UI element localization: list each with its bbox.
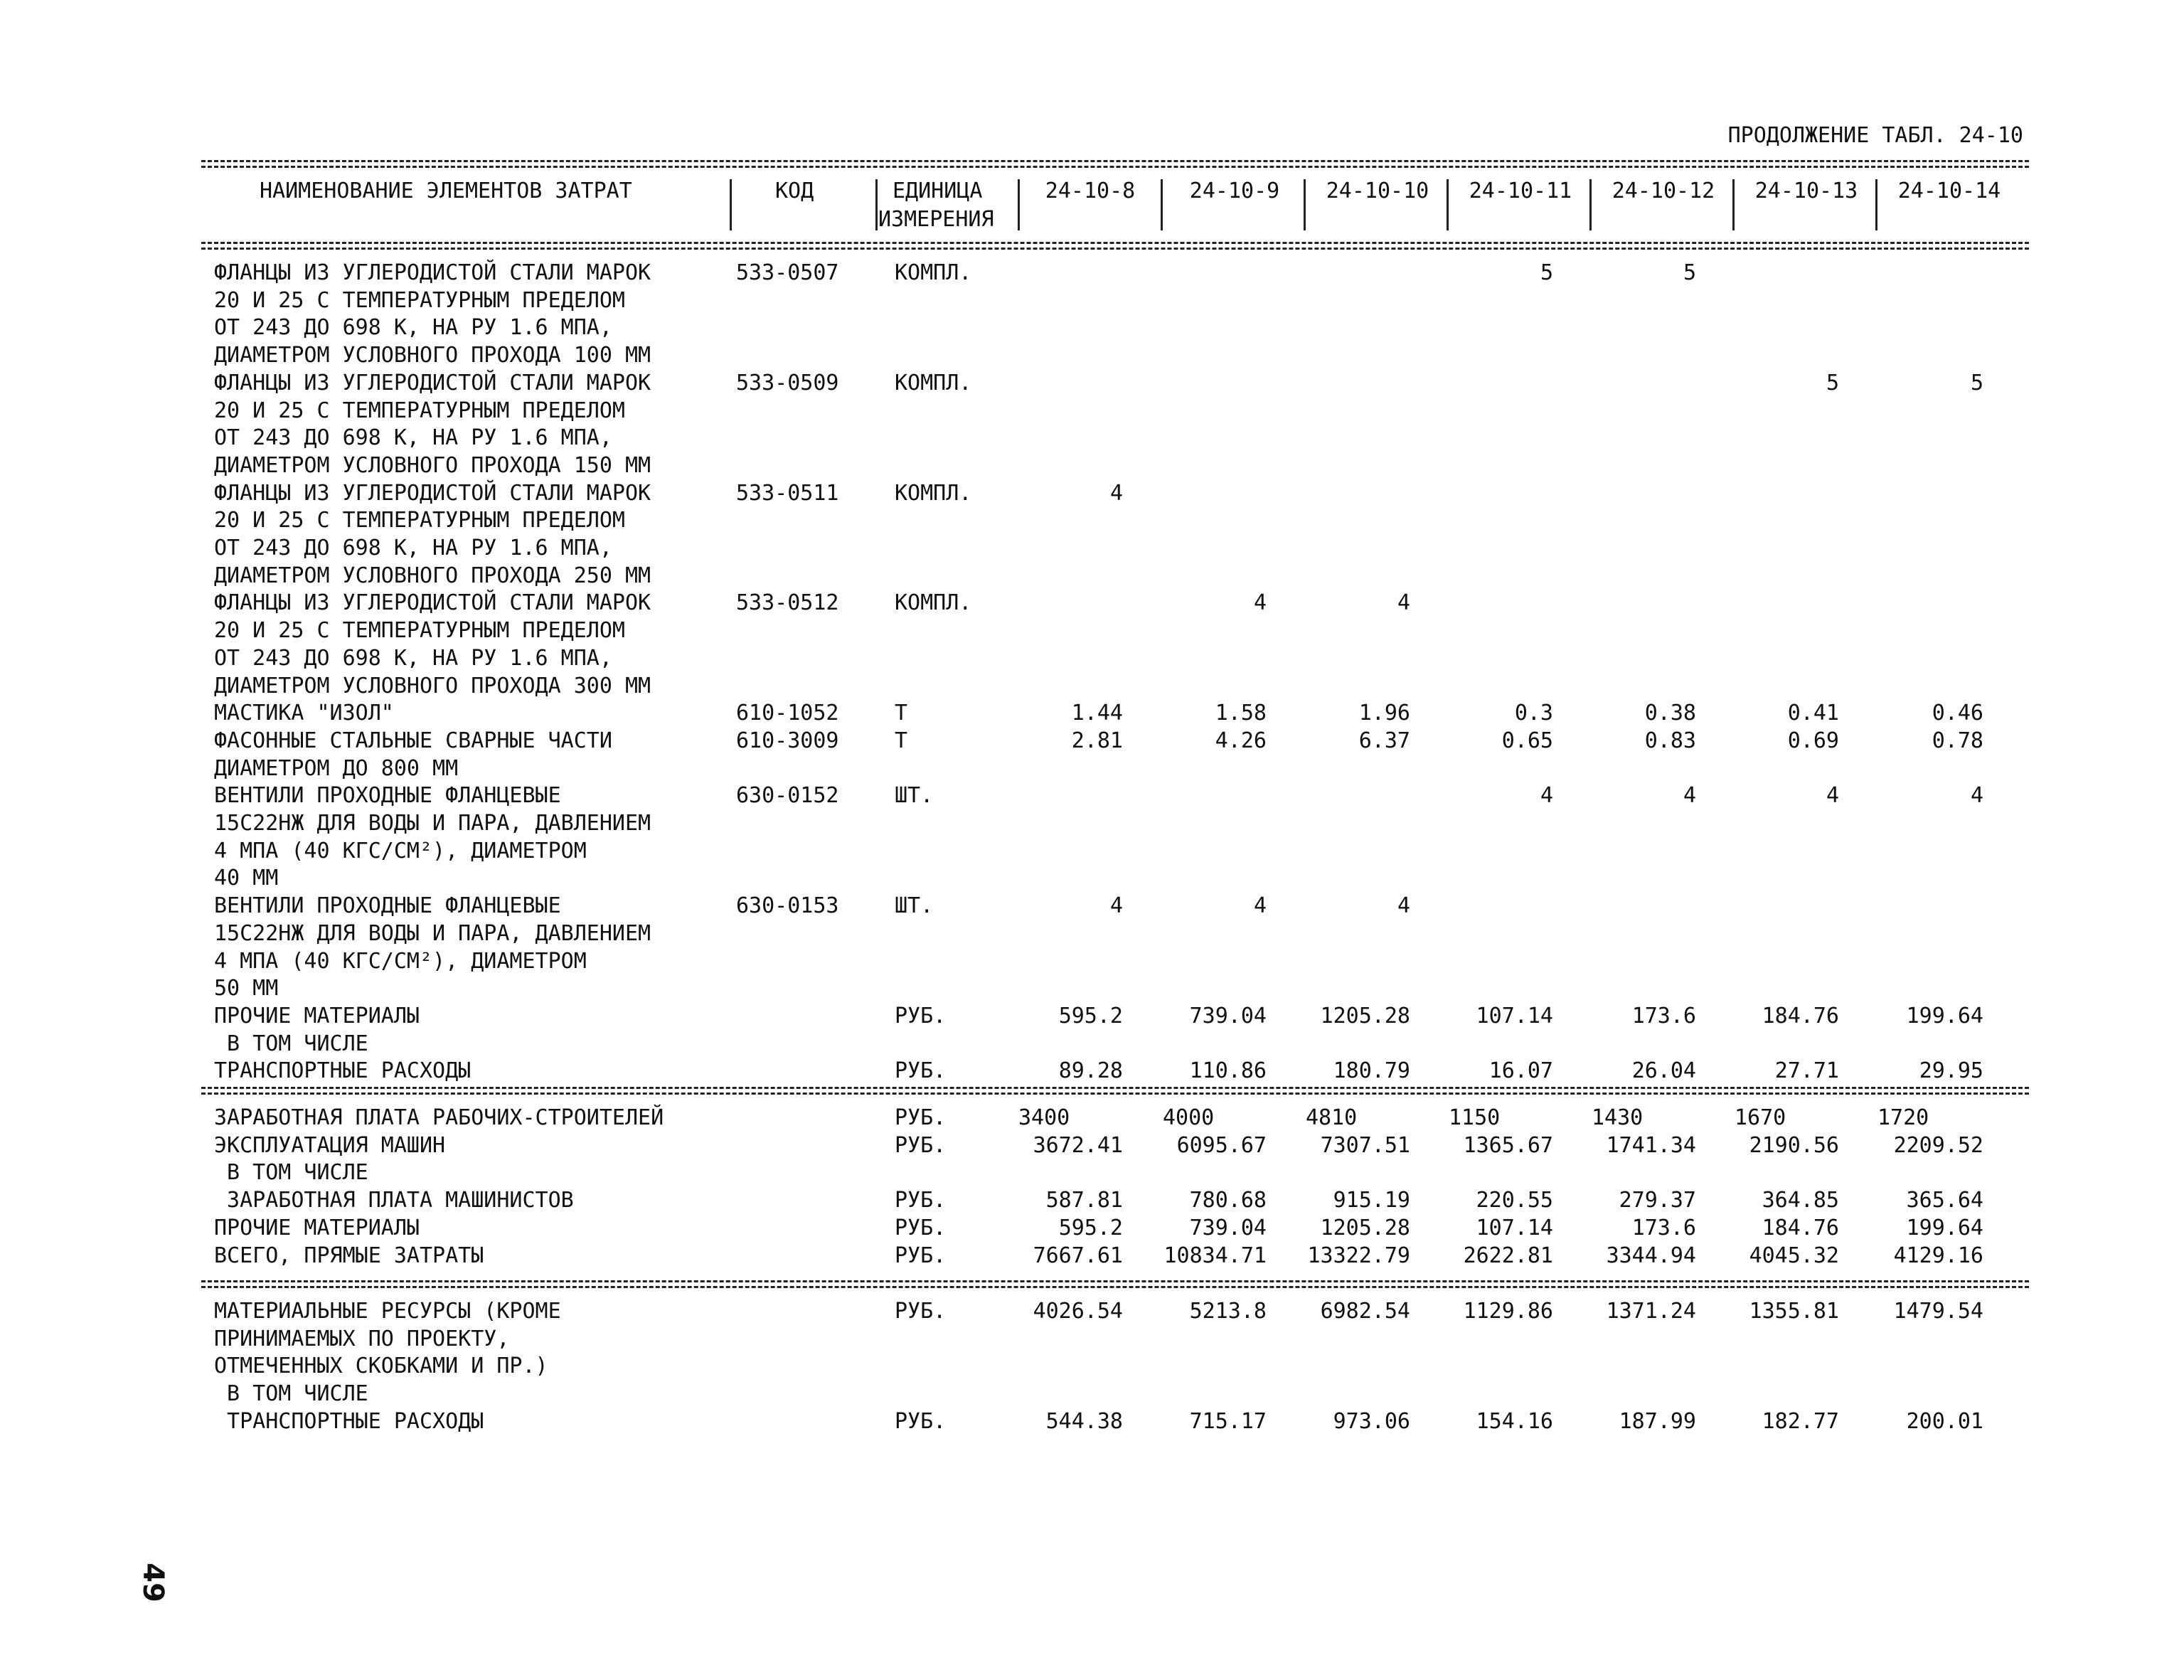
- item-name-line: 40 ММ: [214, 866, 279, 890]
- item-value: 2.81: [1071, 728, 1123, 753]
- item-unit: РУБ.: [895, 1409, 947, 1434]
- item-value: 0.41: [1787, 701, 1839, 725]
- section-rule: [201, 1087, 2029, 1089]
- item-unit: Т: [895, 701, 908, 725]
- header-divider: [875, 179, 878, 230]
- continuation-title: ПРОДОЛЖЕНИЕ ТАБЛ. 24-10: [1727, 123, 2023, 148]
- item-value: [1841, 893, 1983, 920]
- item-value: 0.38: [1644, 701, 1696, 725]
- item-value: 27.71: [1774, 1058, 1839, 1083]
- item-value: 200.01: [1906, 1409, 1983, 1434]
- item-value: [1841, 260, 1983, 287]
- item-value: 4: [1109, 481, 1123, 506]
- item-value: 13322.79: [1307, 1243, 1410, 1268]
- item-name-line: ОТ 243 ДО 698 К, НА РУ 1.6 МПА,: [214, 536, 612, 560]
- item-value: 4: [1826, 783, 1839, 808]
- item-name-line: ДИАМЕТРОМ УСЛОВНОГО ПРОХОДА 100 ММ: [214, 343, 651, 368]
- item-value: 10834.71: [1163, 1243, 1267, 1268]
- header-col-24-10-8: 24-10-8: [1045, 179, 1136, 203]
- item-value: 1365.67: [1463, 1133, 1553, 1158]
- header-name: НАИМЕНОВАНИЕ ЭЛЕМЕНТОВ ЗАТРАТ: [260, 179, 632, 203]
- item-name-line: 4 МПА (40 КГС/СМ²), ДИАМЕТРОМ: [214, 839, 587, 863]
- item-value: [981, 370, 1123, 397]
- item-value: 5: [1683, 260, 1696, 285]
- item-name-line: ДИАМЕТРОМ УСЛОВНОГО ПРОХОДА 300 ММ: [214, 674, 651, 698]
- header-col-24-10-12: 24-10-12: [1612, 179, 1715, 203]
- item-value: 6.37: [1358, 728, 1410, 753]
- section-rule: [201, 1280, 2029, 1282]
- item-value: [1697, 893, 1839, 920]
- item-value: [1124, 782, 1267, 809]
- item-value: 154.16: [1476, 1409, 1553, 1434]
- header-divider: [1304, 179, 1306, 230]
- item-unit: РУБ.: [895, 1188, 947, 1213]
- item-value: [981, 782, 1123, 809]
- item-value: 184.76: [1762, 1004, 1839, 1028]
- item-value: [1697, 480, 1839, 507]
- item-value: 187.99: [1619, 1409, 1696, 1434]
- item-value: 4810: [1306, 1105, 1358, 1130]
- header-col-24-10-11: 24-10-11: [1469, 179, 1572, 203]
- item-name-line: ПРОЧИЕ МАТЕРИАЛЫ: [214, 1216, 420, 1240]
- item-value: [1697, 260, 1839, 287]
- header-code: КОД: [775, 179, 814, 203]
- item-unit: РУБ.: [895, 1058, 947, 1083]
- item-value: 3672.41: [1033, 1133, 1123, 1158]
- item-name-line: ФЛАНЦЫ ИЗ УГЛЕРОДИСТОЙ СТАЛИ МАРОК: [214, 590, 651, 615]
- item-unit: ШТ.: [895, 783, 934, 808]
- item-name-line: 20 И 25 С ТЕМПЕРАТУРНЫМ ПРЕДЕЛОМ: [214, 288, 625, 313]
- item-value: [1841, 480, 1983, 507]
- item-value: 5: [1540, 260, 1553, 285]
- item-value: 4: [1397, 893, 1410, 918]
- item-value: 1150: [1449, 1105, 1501, 1130]
- item-value: 199.64: [1906, 1216, 1983, 1240]
- item-value: 4: [1970, 783, 1983, 808]
- item-value: [981, 590, 1123, 617]
- item-value: [1554, 893, 1696, 920]
- item-value: [981, 260, 1123, 287]
- item-name-line: 15С22НЖ ДЛЯ ВОДЫ И ПАРА, ДАВЛЕНИЕМ: [214, 921, 651, 946]
- item-name-line: ФЛАНЦЫ ИЗ УГЛЕРОДИСТОЙ СТАЛИ МАРОК: [214, 260, 651, 285]
- header-divider: [1732, 179, 1735, 230]
- item-name-line: В ТОМ ЧИСЛЕ: [214, 1160, 368, 1185]
- item-value: 739.04: [1189, 1216, 1267, 1240]
- header-bottom-rule: [201, 242, 2029, 244]
- item-value: [1411, 590, 1553, 617]
- item-name-line: ФЛАНЦЫ ИЗ УГЛЕРОДИСТОЙ СТАЛИ МАРОК: [214, 481, 651, 506]
- item-value: [1697, 590, 1839, 617]
- item-value: 26.04: [1631, 1058, 1696, 1083]
- item-value: [1841, 590, 1983, 617]
- item-value: 4026.54: [1033, 1299, 1123, 1324]
- item-value: [1411, 893, 1553, 920]
- item-name-line: ПРИНИМАЕМЫХ ПО ПРОЕКТУ,: [214, 1327, 510, 1351]
- item-value: [1411, 370, 1553, 397]
- item-code: 630-0152: [736, 783, 839, 808]
- item-name-line: МАТЕРИАЛЬНЫЕ РЕСУРСЫ (КРОМЕ: [214, 1299, 561, 1324]
- item-value: 595.2: [1058, 1004, 1123, 1028]
- header-col-24-10-14: 24-10-14: [1897, 179, 2001, 203]
- item-unit: КОМПЛ.: [895, 590, 972, 615]
- item-value: 595.2: [1058, 1216, 1123, 1240]
- item-value: 4.26: [1215, 728, 1267, 753]
- item-value: [1268, 370, 1410, 397]
- header-divider: [1589, 179, 1592, 230]
- item-value: [1554, 480, 1696, 507]
- item-name-line: ФАСОННЫЕ СТАЛЬНЫЕ СВАРНЫЕ ЧАСТИ: [214, 728, 612, 753]
- item-value: 220.55: [1476, 1188, 1553, 1213]
- item-name-line: ТРАНСПОРТНЫЕ РАСХОДЫ: [214, 1058, 472, 1083]
- item-value: 89.28: [1058, 1058, 1123, 1083]
- item-value: [1411, 480, 1553, 507]
- item-unit: КОМПЛ.: [895, 371, 972, 395]
- header-divider: [1875, 179, 1877, 230]
- item-name-line: ЭКСПЛУАТАЦИЯ МАШИН: [214, 1133, 446, 1158]
- item-value: 4: [1397, 590, 1410, 615]
- item-value: 1371.24: [1606, 1299, 1696, 1324]
- item-value: 3400: [1018, 1105, 1070, 1130]
- item-value: 110.86: [1189, 1058, 1267, 1083]
- item-name-line: ВЕНТИЛИ ПРОХОДНЫЕ ФЛАНЦЕВЫЕ: [214, 783, 561, 808]
- item-value: 3344.94: [1606, 1243, 1696, 1268]
- item-value: 915.19: [1333, 1188, 1410, 1213]
- item-value: 173.6: [1631, 1004, 1696, 1028]
- item-value: 1129.86: [1463, 1299, 1553, 1324]
- item-unit: РУБ.: [895, 1004, 947, 1028]
- item-name-line: ВСЕГО, ПРЯМЫЕ ЗАТРАТЫ: [214, 1243, 484, 1268]
- item-name-line: ТРАНСПОРТНЫЕ РАСХОДЫ: [214, 1409, 484, 1434]
- item-value: 4: [1253, 590, 1267, 615]
- item-value: 973.06: [1333, 1409, 1410, 1434]
- item-value: 365.64: [1906, 1188, 1983, 1213]
- item-name-line: ВЕНТИЛИ ПРОХОДНЫЕ ФЛАНЦЕВЫЕ: [214, 893, 561, 918]
- item-name-line: МАСТИКА "ИЗОЛ": [214, 701, 394, 725]
- item-value: 4: [1683, 783, 1696, 808]
- header-divider: [730, 179, 732, 230]
- item-value: 199.64: [1906, 1004, 1983, 1028]
- item-name-line: ЗАРАБОТНАЯ ПЛАТА МАШИНИСТОВ: [214, 1188, 574, 1213]
- item-value: [1554, 370, 1696, 397]
- item-value: 4129.16: [1893, 1243, 1983, 1268]
- item-value: 279.37: [1619, 1188, 1696, 1213]
- item-value: 587.81: [1045, 1188, 1123, 1213]
- item-name-line: ОТ 243 ДО 698 К, НА РУ 1.6 МПА,: [214, 315, 612, 340]
- header-divider: [1447, 179, 1449, 230]
- page-number: 49: [137, 1563, 169, 1602]
- item-value: 1.44: [1071, 701, 1123, 725]
- item-code: 533-0512: [736, 590, 839, 615]
- item-value: 364.85: [1762, 1188, 1839, 1213]
- item-name-line: ПРОЧИЕ МАТЕРИАЛЫ: [214, 1004, 420, 1028]
- item-value: [1268, 260, 1410, 287]
- section-rule-2: [201, 1286, 2029, 1288]
- item-name-line: ОТМЕЧЕННЫХ СКОБКАМИ И ПР.): [214, 1354, 548, 1378]
- item-value: 780.68: [1189, 1188, 1267, 1213]
- header-divider: [1161, 179, 1163, 230]
- item-unit: КОМПЛ.: [895, 481, 972, 506]
- item-value: 4: [1253, 893, 1267, 918]
- item-unit: РУБ.: [895, 1105, 947, 1130]
- item-code: 630-0153: [736, 893, 839, 918]
- item-value: 180.79: [1333, 1058, 1410, 1083]
- item-name-line: 15С22НЖ ДЛЯ ВОДЫ И ПАРА, ДАВЛЕНИЕМ: [214, 811, 651, 836]
- item-value: [1268, 480, 1410, 507]
- item-value: 544.38: [1045, 1409, 1123, 1434]
- item-value: 6095.67: [1176, 1133, 1267, 1158]
- item-name-line: ОТ 243 ДО 698 К, НА РУ 1.6 МПА,: [214, 425, 612, 450]
- item-value: 5213.8: [1189, 1299, 1267, 1324]
- item-unit: РУБ.: [895, 1216, 947, 1240]
- item-value: 0.83: [1644, 728, 1696, 753]
- header-top-rule: [201, 160, 2029, 162]
- item-name-line: 20 И 25 С ТЕМПЕРАТУРНЫМ ПРЕДЕЛОМ: [214, 508, 625, 533]
- item-unit: РУБ.: [895, 1243, 947, 1268]
- item-value: 184.76: [1762, 1216, 1839, 1240]
- item-value: [1124, 370, 1267, 397]
- item-name-line: ЗАРАБОТНАЯ ПЛАТА РАБОЧИХ-СТРОИТЕЛЕЙ: [214, 1105, 664, 1130]
- item-value: 0.46: [1932, 701, 1983, 725]
- header-col-24-10-9: 24-10-9: [1189, 179, 1280, 203]
- header-top-rule-2: [201, 166, 2029, 168]
- item-value: 5: [1826, 371, 1839, 395]
- item-value: 0.78: [1932, 728, 1983, 753]
- item-name-line: 50 ММ: [214, 976, 279, 1001]
- item-value: [1124, 480, 1267, 507]
- item-value: 1205.28: [1320, 1004, 1410, 1028]
- item-value: 6982.54: [1320, 1299, 1410, 1324]
- item-code: 533-0511: [736, 481, 839, 506]
- item-value: 1430: [1592, 1105, 1644, 1130]
- item-name-line: В ТОМ ЧИСЛЕ: [214, 1381, 368, 1406]
- header-col-24-10-10: 24-10-10: [1326, 179, 1429, 203]
- item-unit: КОМПЛ.: [895, 260, 972, 285]
- item-value: 16.07: [1488, 1058, 1553, 1083]
- item-value: 0.69: [1787, 728, 1839, 753]
- item-name-line: 4 МПА (40 КГС/СМ²), ДИАМЕТРОМ: [214, 949, 587, 974]
- header-unit-line1: ЕДИНИЦА: [893, 179, 983, 203]
- item-value: 173.6: [1631, 1216, 1696, 1240]
- item-unit: РУБ.: [895, 1299, 947, 1324]
- item-name-line: 20 И 25 С ТЕМПЕРАТУРНЫМ ПРЕДЕЛОМ: [214, 398, 625, 423]
- item-value: 107.14: [1476, 1004, 1553, 1028]
- item-value: 1741.34: [1606, 1133, 1696, 1158]
- section-rule-2: [201, 1092, 2029, 1095]
- item-value: 4000: [1163, 1105, 1215, 1130]
- item-value: 2622.81: [1463, 1243, 1553, 1268]
- item-value: 1720: [1877, 1105, 1929, 1130]
- item-value: 1355.81: [1749, 1299, 1839, 1324]
- item-code: 610-3009: [736, 728, 839, 753]
- item-value: 0.65: [1501, 728, 1553, 753]
- item-value: [1554, 590, 1696, 617]
- item-value: 5: [1970, 371, 1983, 395]
- item-value: [1268, 782, 1410, 809]
- item-value: 4: [1109, 893, 1123, 918]
- item-value: 107.14: [1476, 1216, 1553, 1240]
- item-name-line: ДИАМЕТРОМ УСЛОВНОГО ПРОХОДА 250 ММ: [214, 563, 651, 588]
- item-unit: РУБ.: [895, 1133, 947, 1158]
- header-divider: [1018, 179, 1020, 230]
- item-value: [1124, 260, 1267, 287]
- item-value: 715.17: [1189, 1409, 1267, 1434]
- item-value: 4: [1540, 783, 1553, 808]
- header-bottom-rule-2: [201, 248, 2029, 250]
- item-value: 7667.61: [1033, 1243, 1123, 1268]
- item-unit: ШТ.: [895, 893, 934, 918]
- item-value: 29.95: [1919, 1058, 1983, 1083]
- item-name-line: В ТОМ ЧИСЛЕ: [214, 1031, 368, 1056]
- item-value: 1.96: [1358, 701, 1410, 725]
- item-name-line: ДИАМЕТРОМ ДО 800 ММ: [214, 756, 459, 781]
- item-value: 4045.32: [1749, 1243, 1839, 1268]
- item-value: 1.58: [1215, 701, 1267, 725]
- item-value: 1479.54: [1893, 1299, 1983, 1324]
- item-name-line: ДИАМЕТРОМ УСЛОВНОГО ПРОХОДА 150 ММ: [214, 453, 651, 478]
- item-name-line: ФЛАНЦЫ ИЗ УГЛЕРОДИСТОЙ СТАЛИ МАРОК: [214, 371, 651, 395]
- item-code: 610-1052: [736, 701, 839, 725]
- item-code: 533-0507: [736, 260, 839, 285]
- item-value: 182.77: [1762, 1409, 1839, 1434]
- item-value: 1670: [1735, 1105, 1786, 1130]
- item-name-line: 20 И 25 С ТЕМПЕРАТУРНЫМ ПРЕДЕЛОМ: [214, 618, 625, 643]
- item-value: 1205.28: [1320, 1216, 1410, 1240]
- item-unit: Т: [895, 728, 908, 753]
- header-col-24-10-13: 24-10-13: [1754, 179, 1858, 203]
- header-unit-line2: ИЗМЕРЕНИЯ: [878, 207, 994, 232]
- item-value: 2190.56: [1749, 1133, 1839, 1158]
- item-code: 533-0509: [736, 371, 839, 395]
- item-value: 2209.52: [1893, 1133, 1983, 1158]
- item-name-line: ОТ 243 ДО 698 К, НА РУ 1.6 МПА,: [214, 646, 612, 671]
- item-value: 0.3: [1514, 701, 1553, 725]
- item-value: 739.04: [1189, 1004, 1267, 1028]
- item-value: 7307.51: [1320, 1133, 1410, 1158]
